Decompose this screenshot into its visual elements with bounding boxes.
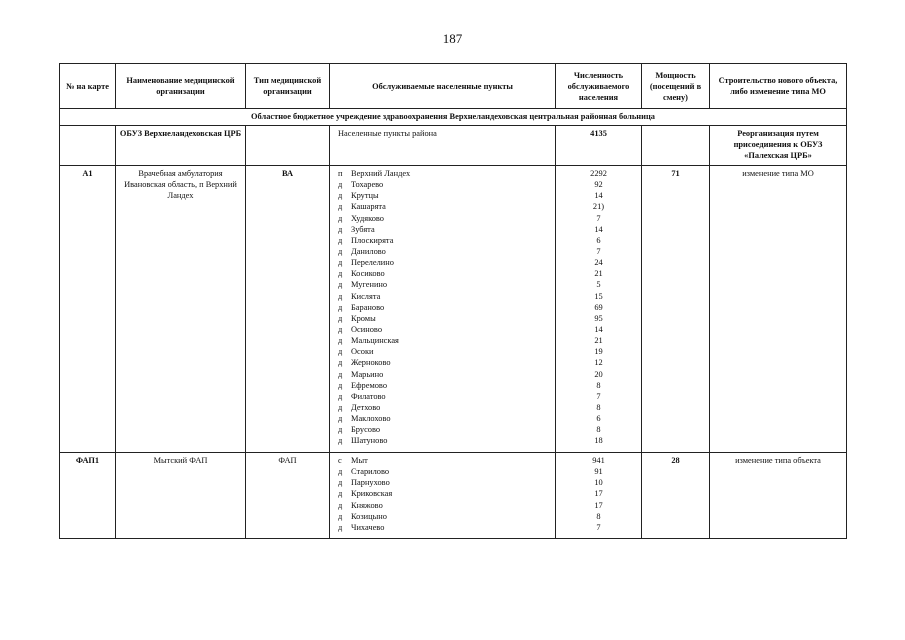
settlement-name: Филатово xyxy=(351,391,386,401)
settlement-prefix: д xyxy=(338,511,343,521)
settlement-item xyxy=(338,324,553,335)
settlement-item xyxy=(338,213,553,224)
settlement-name: Крутцы xyxy=(351,191,379,201)
settlement-prefix: д xyxy=(338,436,343,446)
settlement-prefix: д xyxy=(338,235,343,245)
settlement-name: Парнухово xyxy=(351,478,390,488)
header-map-no: № на карте xyxy=(60,64,116,109)
settlement-name: Мальцинская xyxy=(351,336,399,346)
row-org-type: ВА xyxy=(246,166,330,453)
settlement-list xyxy=(338,455,553,533)
settlement-item xyxy=(338,511,553,522)
settlement-prefix: д xyxy=(338,302,343,312)
row-map-no: ФАП1 xyxy=(60,453,116,539)
settlement-name: Тохарево xyxy=(351,180,384,190)
summary-map-no xyxy=(60,126,116,166)
settlement-name: Маклохово xyxy=(351,414,391,424)
summary-settlements: Населенные пункты района xyxy=(330,126,556,166)
settlement-prefix: д xyxy=(338,291,343,301)
settlement-prefix: д xyxy=(338,489,343,499)
settlement-item xyxy=(338,257,553,268)
settlement-item xyxy=(338,413,553,424)
settlement-item xyxy=(338,268,553,279)
settlement-prefix: д xyxy=(338,380,343,390)
settlement-prefix: д xyxy=(338,313,343,323)
population-value: 7 xyxy=(596,391,601,401)
population-value: 15 xyxy=(594,291,603,301)
settlement-prefix: д xyxy=(338,369,343,379)
table-row xyxy=(60,453,847,539)
settlement-prefix: д xyxy=(338,213,343,223)
settlement-name: Кромы xyxy=(351,313,376,323)
population-value: 21 xyxy=(594,269,603,279)
population-value: 5 xyxy=(596,280,601,290)
settlement-item xyxy=(338,380,553,391)
settlement-item xyxy=(338,455,553,466)
row-settlements xyxy=(330,166,556,453)
header-population: Численность обслуживаемого населения xyxy=(556,64,642,109)
settlement-item xyxy=(338,335,553,346)
population-value: 7 xyxy=(596,246,601,256)
settlement-prefix: д xyxy=(338,258,343,268)
settlement-name: Худяково xyxy=(351,213,384,223)
settlement-name: Кислята xyxy=(351,291,381,301)
population-value: 10 xyxy=(594,478,603,488)
settlement-prefix: д xyxy=(338,324,343,334)
settlement-item xyxy=(338,224,553,235)
settlement-name: Детхово xyxy=(351,402,381,412)
settlement-prefix: д xyxy=(338,478,343,488)
population-list xyxy=(558,168,639,447)
settlement-prefix: п xyxy=(338,169,343,178)
settlement-item xyxy=(338,435,553,446)
settlement-name: Мугенино xyxy=(351,280,388,290)
settlement-prefix: с xyxy=(338,456,342,465)
row-org-name: Врачебная амбулатория Ивановская область, п Верхний Ландех xyxy=(116,166,246,453)
summary-row xyxy=(60,126,847,166)
population-value: 8 xyxy=(596,380,601,390)
summary-org-type xyxy=(246,126,330,166)
settlement-prefix: д xyxy=(338,391,343,401)
population-value: 91 xyxy=(594,467,603,477)
settlement-prefix: д xyxy=(338,522,343,532)
settlement-item xyxy=(338,402,553,413)
row-capacity: 71 xyxy=(642,166,710,453)
institution-title-row xyxy=(60,109,847,126)
institution-title: Областное бюджетное учреждение здравоохранения Верхнеландеховская центральная районная больница xyxy=(60,109,847,126)
settlement-prefix: д xyxy=(338,246,343,256)
settlement-item xyxy=(338,500,553,511)
row-population xyxy=(556,453,642,539)
population-value: 14 xyxy=(594,224,603,234)
settlement-prefix: д xyxy=(338,336,343,346)
settlement-prefix: д xyxy=(338,402,343,412)
population-value: 7 xyxy=(596,213,601,223)
settlement-name: Жерноково xyxy=(351,358,391,368)
settlement-item xyxy=(338,179,553,190)
population-value: 7 xyxy=(596,522,601,532)
settlement-name: Зубята xyxy=(351,224,375,234)
population-value: 95 xyxy=(594,313,603,323)
settlement-prefix: д xyxy=(338,414,343,424)
header-capacity: Мощность (посещений в смену) xyxy=(642,64,710,109)
summary-org-name: ОБУЗ Верхнеландеховская ЦРБ xyxy=(116,126,246,166)
settlement-prefix: д xyxy=(338,467,343,477)
population-value: 20 xyxy=(594,369,603,379)
population-list xyxy=(558,455,639,533)
settlement-item xyxy=(338,168,553,179)
population-value: 21) xyxy=(592,202,605,212)
settlement-prefix: д xyxy=(338,347,343,357)
population-value: 941 xyxy=(592,456,605,465)
settlement-name: Старилово xyxy=(351,467,390,477)
settlement-item xyxy=(338,246,553,257)
settlement-item xyxy=(338,357,553,368)
settlement-item xyxy=(338,466,553,477)
settlement-name: Криковская xyxy=(351,489,393,499)
settlement-name: Козицыно xyxy=(351,511,387,521)
population-value: 6 xyxy=(596,414,601,424)
page-number: 187 xyxy=(442,31,463,46)
population-value: 14 xyxy=(594,324,603,334)
settlement-prefix: д xyxy=(338,269,343,279)
header-construction: Строительство нового объекта, либо изменение типа МО xyxy=(710,64,847,109)
settlement-item xyxy=(338,279,553,290)
header-row xyxy=(60,64,847,109)
row-settlements xyxy=(330,453,556,539)
population-value: 2292 xyxy=(590,169,607,178)
population-value: 17 xyxy=(594,500,603,510)
summary-population: 4135 xyxy=(556,126,642,166)
settlement-prefix: д xyxy=(338,224,343,234)
settlement-item xyxy=(338,369,553,380)
header-org-type: Тип медицинской организации xyxy=(246,64,330,109)
settlement-item xyxy=(338,201,553,212)
settlement-name: Плоскирята xyxy=(351,235,394,245)
row-org-name: Мытский ФАП xyxy=(116,453,246,539)
settlement-name: Брусово xyxy=(351,425,381,435)
settlement-prefix: д xyxy=(338,500,343,510)
settlement-item xyxy=(338,424,553,435)
population-value: 92 xyxy=(594,180,603,190)
header-org-name: Наименование медицинской организации xyxy=(116,64,246,109)
population-value: 17 xyxy=(594,489,603,499)
settlement-item xyxy=(338,190,553,201)
population-value: 21 xyxy=(594,336,603,346)
population-value: 8 xyxy=(596,402,601,412)
header-settlements: Обслуживаемые населенные пункты xyxy=(330,64,556,109)
settlement-name: Данилово xyxy=(351,246,386,256)
settlement-name: Чихачево xyxy=(351,522,385,532)
settlement-name: Марьино xyxy=(351,369,384,379)
settlement-item xyxy=(338,477,553,488)
row-org-type: ФАП xyxy=(246,453,330,539)
population-value: 18 xyxy=(594,436,603,446)
settlement-item xyxy=(338,302,553,313)
population-value: 6 xyxy=(596,235,601,245)
settlement-name: Верхний Ландех xyxy=(351,169,411,178)
row-population xyxy=(556,166,642,453)
table-row xyxy=(60,166,847,453)
settlement-item xyxy=(338,313,553,324)
settlement-name: Кашарята xyxy=(351,202,386,212)
settlement-prefix: д xyxy=(338,180,343,190)
settlement-name: Бараново xyxy=(351,302,385,312)
settlement-name: Ефремово xyxy=(351,380,388,390)
settlement-name: Шатуново xyxy=(351,436,388,446)
settlement-item xyxy=(338,235,553,246)
population-value: 12 xyxy=(594,358,603,368)
population-value: 69 xyxy=(594,302,603,312)
settlement-name: Мыт xyxy=(351,456,368,465)
settlement-name: Косиково xyxy=(351,269,385,279)
row-capacity: 28 xyxy=(642,453,710,539)
row-construction: изменение типа объекта xyxy=(710,453,847,539)
population-value: 14 xyxy=(594,191,603,201)
settlement-name: Осоки xyxy=(351,347,374,357)
settlement-item xyxy=(338,391,553,402)
settlement-item xyxy=(338,488,553,499)
settlement-name: Перелелино xyxy=(351,258,394,268)
settlement-item xyxy=(338,346,553,357)
settlement-list xyxy=(338,168,553,447)
row-construction: изменение типа МО xyxy=(710,166,847,453)
population-value: 19 xyxy=(594,347,603,357)
settlement-prefix: д xyxy=(338,280,343,290)
population-value: 8 xyxy=(596,511,601,521)
settlement-prefix: д xyxy=(338,191,343,201)
settlement-name: Осиново xyxy=(351,324,383,334)
population-value: 8 xyxy=(596,425,601,435)
settlement-prefix: д xyxy=(338,358,343,368)
settlement-prefix: д xyxy=(338,202,343,212)
settlement-name: Княжово xyxy=(351,500,383,510)
settlement-item xyxy=(338,291,553,302)
facilities-table xyxy=(59,63,847,539)
summary-capacity xyxy=(642,126,710,166)
row-map-no: А1 xyxy=(60,166,116,453)
population-value: 24 xyxy=(594,258,603,268)
settlement-prefix: д xyxy=(338,425,343,435)
settlement-item xyxy=(338,522,553,533)
summary-construction: Реорганизация путем присоединения к ОБУЗ «Палехская ЦРБ» xyxy=(710,126,847,166)
